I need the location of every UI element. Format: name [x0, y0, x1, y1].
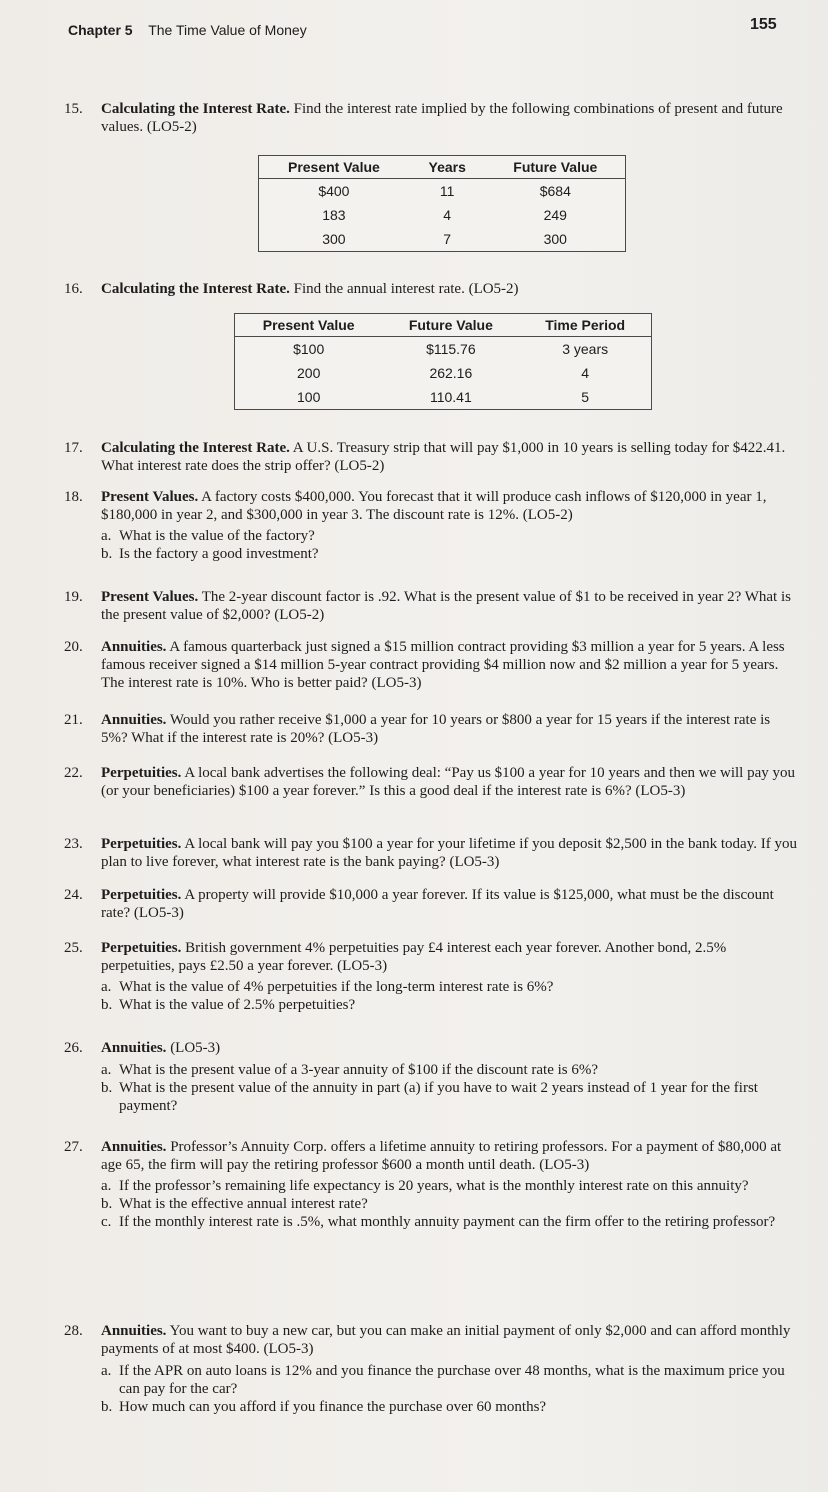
problem-title: Perpetuities.: [101, 887, 182, 903]
problem-title: Annuities.: [101, 1323, 167, 1339]
table-cell: $684: [539, 183, 571, 199]
table-cell: $100: [293, 341, 325, 357]
problem-title: Present Values.: [101, 489, 199, 505]
table-cell: 4: [581, 365, 590, 381]
table-cell: 100: [297, 389, 321, 405]
table-cell: 11: [439, 183, 455, 199]
table-cell: 183: [322, 207, 346, 223]
sub-text: How much can you afford if you finance the purchase over 60 months?: [119, 1399, 547, 1415]
problem-number: 26.: [64, 1040, 83, 1056]
problem-text: A U.S. Treasury strip that will pay $1,000 in 10 years is selling today for $422.41. What interest rate does the strip offer? (LO5-2): [101, 440, 786, 474]
sub-label: b.: [101, 1399, 113, 1415]
interest-rate-table-15: [258, 155, 626, 252]
interest-rate-table-16: [234, 313, 652, 410]
table-row: [235, 337, 652, 362]
problem-27: [64, 1138, 800, 1231]
sub-question: [101, 1213, 800, 1231]
sub-label: b.: [101, 1196, 113, 1212]
problem-title: Perpetuities.: [101, 765, 182, 781]
sub-label: c.: [101, 1214, 112, 1230]
table-cell: 249: [543, 207, 567, 223]
problem-number: 27.: [64, 1139, 83, 1155]
column-header: Present Value: [235, 314, 383, 337]
sub-question: [101, 978, 800, 996]
chapter-title: The Time Value of Money: [148, 22, 307, 38]
sub-question: [101, 1362, 800, 1398]
column-header: Future Value: [486, 156, 626, 179]
sub-question: [101, 545, 800, 563]
problem-24: [64, 886, 800, 922]
column-header: Present Value: [259, 156, 409, 179]
table-cell: 4: [443, 207, 452, 223]
sub-text: What is the value of the factory?: [119, 528, 315, 544]
sub-text: Is the factory a good investment?: [119, 546, 319, 562]
problem-title: Calculating the Interest Rate.: [101, 281, 290, 297]
column-header: Time Period: [519, 314, 651, 337]
problem-title: Calculating the Interest Rate.: [101, 440, 290, 456]
sub-text: If the professor’s remaining life expectancy is 20 years, what is the monthly interest rate on this annuity?: [119, 1178, 749, 1194]
sub-label: a.: [101, 1178, 112, 1194]
table-row: [259, 227, 626, 252]
sub-text: What is the present value of a 3-year annuity of $100 if the discount rate is 6%?: [119, 1062, 599, 1078]
sub-label: a.: [101, 1062, 112, 1078]
table-cell: 300: [322, 231, 346, 247]
sub-question: [101, 1177, 800, 1195]
problem-text: You want to buy a new car, but you can make an initial payment of only $2,000 and can afford monthly payments of at most $400. (LO5-3): [101, 1323, 791, 1357]
problem-number: 19.: [64, 589, 83, 605]
problem-title: Annuities.: [101, 639, 167, 655]
sub-text: If the APR on auto loans is 12% and you finance the purchase over 48 months, what is the maximum price you can pay for the car?: [119, 1363, 785, 1397]
problem-text: Professor’s Annuity Corp. offers a lifetime annuity to retiring professors. For a payment of $80,000 at age 65, the firm will pay the retiring professor $600 a month until death. (LO5-3): [101, 1139, 782, 1173]
sub-label: b.: [101, 546, 113, 562]
problem-text: Would you rather receive $1,000 a year for 10 years or $800 a year for 15 years if the interest rate is 5%? What if the interest rate is 20%? (LO5-3): [101, 712, 771, 746]
problem-title: Present Values.: [101, 589, 199, 605]
problem-number: 25.: [64, 940, 83, 956]
problem-15: [64, 100, 800, 136]
sub-label: a.: [101, 1363, 112, 1379]
sub-text: What is the value of 4% perpetuities if the long-term interest rate is 6%?: [119, 979, 554, 995]
table-row: [235, 385, 652, 410]
problem-text: A local bank will pay you $100 a year for your lifetime if you deposit $2,500 in the bank today. If you plan to live forever, what interest rate is the bank paying? (LO5-3): [101, 836, 797, 870]
page-number: 155: [750, 16, 777, 33]
running-head: [68, 22, 307, 38]
problem-17: [64, 439, 800, 475]
sub-text: If the monthly interest rate is .5%, what monthly annuity payment can the firm offer to the retiring professor?: [119, 1214, 776, 1230]
sub-text: What is the present value of the annuity in part (a) if you have to wait 2 years instead of 1 year for the first payment?: [119, 1080, 758, 1114]
sub-question: [101, 1079, 800, 1115]
problem-text: Find the interest rate implied by the following combinations of present and future values. (LO5-2): [101, 101, 783, 135]
sub-label: b.: [101, 1080, 113, 1096]
table-cell: 7: [443, 231, 452, 247]
problem-number: 28.: [64, 1323, 83, 1339]
problem-text: British government 4% perpetuities pay £4 interest each year forever. Another bond, 2.5% perpetuities, pays £2.50 a year forever. (LO5-3): [101, 940, 727, 974]
sub-question: [101, 996, 800, 1014]
table-cell: 110.41: [429, 389, 472, 405]
problem-number: 21.: [64, 712, 83, 728]
problem-text: A property will provide $10,000 a year forever. If its value is $125,000, what must be the discount rate? (LO5-3): [101, 887, 774, 921]
problem-25: [64, 939, 800, 1014]
sub-label: b.: [101, 997, 113, 1013]
problem-title: Annuities.: [101, 1040, 167, 1056]
sub-question: [101, 1398, 800, 1416]
problem-text: A factory costs $400,000. You forecast that it will produce cash inflows of $120,000 in year 1, $180,000 in year 2, and $300,000 in year 3. The discount rate is 12%. (LO5-2): [101, 489, 767, 523]
table-cell: 3 years: [562, 341, 609, 357]
problem-number: 22.: [64, 765, 83, 781]
table-cell: $400: [318, 183, 350, 199]
chapter-label: Chapter 5: [68, 22, 133, 38]
problem-title: Annuities.: [101, 712, 167, 728]
problem-title: Annuities.: [101, 1139, 167, 1155]
problem-title: Perpetuities.: [101, 836, 182, 852]
table-cell: 262.16: [429, 365, 473, 381]
sub-question: [101, 1061, 800, 1079]
problem-title: Perpetuities.: [101, 940, 182, 956]
sub-label: a.: [101, 528, 112, 544]
problem-text: A famous quarterback just signed a $15 million contract providing $3 million a year for 5 years. A less famous receiver signed a $14 million 5-year contract providing $4 million now and $2 million a year for 5 years. The interest rate is 10%. Who is better paid? (LO5-3): [101, 639, 785, 691]
problem-text: (LO5-3): [166, 1040, 221, 1056]
table-row: [259, 203, 626, 227]
table-cell: 200: [297, 365, 321, 381]
problem-text: Find the annual interest rate. (LO5-2): [289, 281, 519, 297]
problem-21: [64, 711, 800, 747]
problem-28: [64, 1322, 800, 1416]
sub-question: [101, 527, 800, 545]
problem-23: [64, 835, 800, 871]
problem-number: 16.: [64, 281, 83, 297]
problem-title: Calculating the Interest Rate.: [101, 101, 290, 117]
problem-20: [64, 638, 800, 692]
problem-16: [64, 280, 800, 298]
table-cell: 5: [581, 389, 590, 405]
problem-22: [64, 764, 800, 800]
problem-18: [64, 488, 800, 563]
table-row: [259, 179, 626, 204]
column-header: Future Value: [382, 314, 519, 337]
problem-19: [64, 588, 800, 624]
sub-text: What is the effective annual interest rate?: [119, 1196, 368, 1212]
problem-number: 20.: [64, 639, 83, 655]
sub-text: What is the value of 2.5% perpetuities?: [119, 997, 356, 1013]
problem-26: [64, 1039, 800, 1115]
problem-number: 17.: [64, 440, 83, 456]
sub-question: [101, 1195, 800, 1213]
problem-number: 23.: [64, 836, 83, 852]
problem-number: 24.: [64, 887, 83, 903]
table-cell: $115.76: [426, 341, 476, 357]
problem-text: A local bank advertises the following deal: “Pay us $100 a year for 10 years and then we will pay you (or your beneficiaries) $100 a year forever.” Is this a good deal if the interest rate is 6%? (LO5-3): [101, 765, 795, 799]
problem-number: 15.: [64, 101, 83, 117]
table-cell: 300: [543, 231, 567, 247]
problem-text: The 2-year discount factor is .92. What is the present value of $1 to be received in year 2? What is the present value of $2,000? (LO5-2): [101, 589, 791, 623]
sub-label: a.: [101, 979, 112, 995]
column-header: Years: [409, 156, 486, 179]
table-row: [235, 361, 652, 385]
problem-number: 18.: [64, 489, 83, 505]
